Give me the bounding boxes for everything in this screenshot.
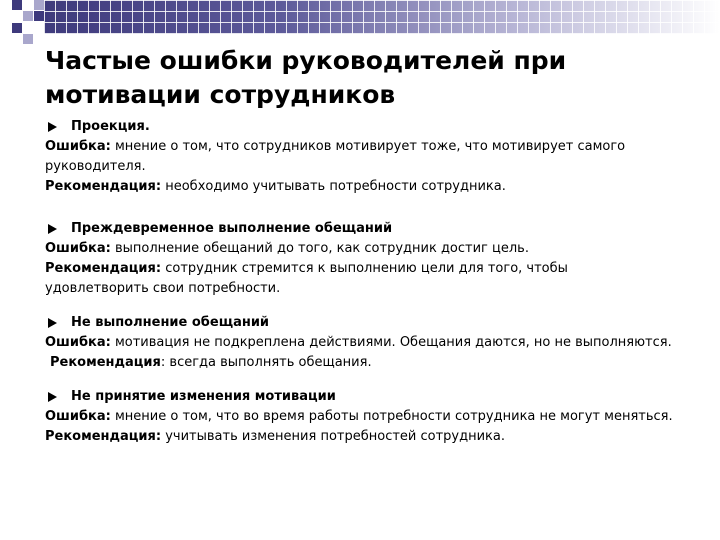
error-text: выполнение обещаний до того, как сотрудник достиг цель. [110,241,529,256]
decorative-header-pattern [0,0,720,40]
list-item [45,387,675,447]
error-line [45,333,675,353]
error-label: Ошибка: [45,139,111,154]
recommendation-line [45,427,675,447]
recommendation-label: Рекомендация: [45,261,162,276]
recommendation-label: Рекомендация: [45,179,162,194]
list-item [45,313,675,373]
item-heading: Преждевременное выполнение обещаний [45,219,675,239]
recommendation-label: Рекомендация [50,355,161,370]
decor-square [12,0,22,10]
error-line [45,407,675,427]
decor-square [23,11,33,21]
bullet-icon [48,318,57,328]
recommendation-label: Рекомендация: [45,429,162,444]
error-line [45,137,675,177]
error-label: Ошибка: [45,241,111,256]
decor-square [23,34,33,44]
error-text: мотивация не подкреплена действиями. Обещания даются, но не выполняются. [110,335,672,350]
list-item [45,219,675,299]
item-heading: Не выполнение обещаний [45,313,675,333]
error-label: Ошибка: [45,409,111,424]
recommendation-line [45,259,675,299]
decor-square [34,0,44,10]
recommendation-line [45,353,675,373]
bullet-icon [48,392,57,402]
slide-title: Частые ошибки руководителей при мотивации сотрудников [45,46,567,109]
decor-square [34,11,44,21]
error-label: Ошибка: [45,335,111,350]
error-text: мнение о том, что во время работы потребности сотрудника не могут меняться. [110,409,673,424]
checkered-gradient-band [44,0,720,34]
error-text: мнение о том, что сотрудников мотивирует тоже, что мотивирует самого руководителя. [45,139,626,174]
recommendation-text: учитывать изменения потребностей сотрудника. [161,429,505,444]
list-item [45,117,675,197]
decor-square [12,23,22,33]
recommendation-text: сотрудник стремится к выполнению цели для того, чтобы удовлетворить свои потребности. [45,261,568,296]
slide-content [45,117,675,447]
item-heading: Проекция. [45,117,675,137]
item-heading: Не принятие изменения мотивации [45,387,675,407]
bullet-icon [48,224,57,234]
recommendation-text: необходимо учитывать потребности сотрудника. [161,179,506,194]
error-line [45,239,675,259]
recommendation-line [45,177,675,197]
recommendation-text: : всегда выполнять обещания. [160,355,372,370]
bullet-icon [48,122,57,132]
